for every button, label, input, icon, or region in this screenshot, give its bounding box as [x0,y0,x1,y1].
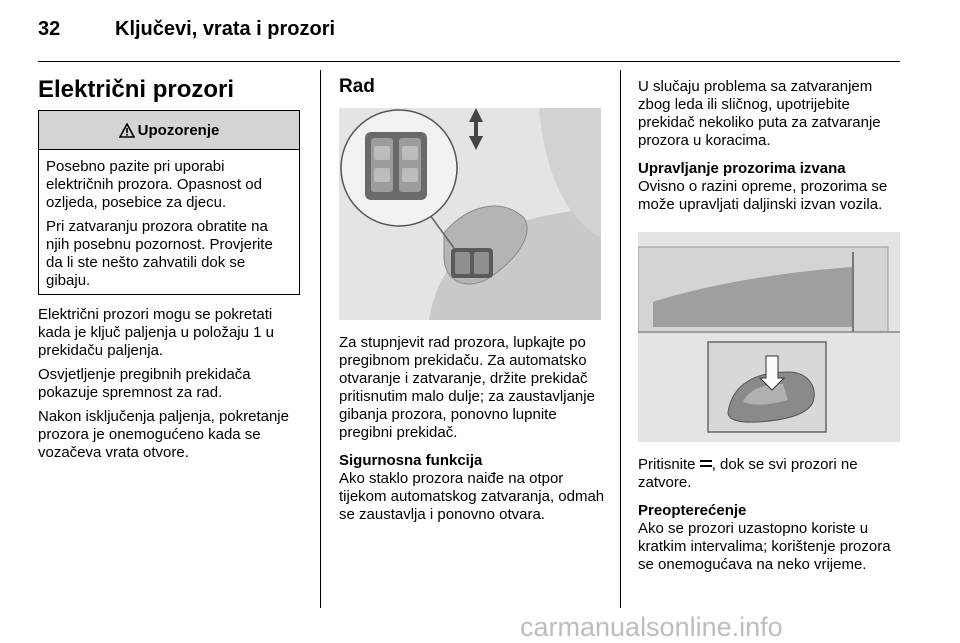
column-3-text-bottom [638,456,900,574]
col2-paragraph-1: Za stupnjevit rad prozora, lupkajte po pregibnom prekidaču. Za automatsko otvaranje i zatvaranje, držite prekidač pritisnutim malo dulje; za zaustavljanje gibanja prozora, ponovno lupnite pregibni prekidač. [339,334,595,441]
col3-paragraph-2: Ovisno o razini opreme, prozorima se može upravljati daljinski izvan vozila. [638,178,888,213]
col1-paragraph-3: Nakon isključenja paljenja, pokretanje prozora je onemogućeno kada se vozačeva vrata otvore. [38,408,289,461]
column-divider-1 [320,70,321,608]
warning-paragraph-2: Pri zatvaranju prozora obratite na njih posebnu pozornost. Provjerite da li ste nešto zahvatili dok se gibaju. [46,218,273,289]
column-3-text-top [638,78,903,214]
col1-paragraph-2: Osvjetljenje pregibnih prekidača pokazuje spremnost za rad. [38,366,251,401]
pritisnite-text: Pritisnite [638,456,696,473]
column-divider-2 [620,70,621,608]
page-number: 32 [38,18,61,40]
column-1-text [38,306,303,462]
remote-key-figure [638,232,900,442]
sigurnosna-heading: Sigurnosna funkcija [339,452,483,469]
header-rule [38,61,900,62]
car-and-key-illustration [638,232,900,442]
warning-box [38,110,300,295]
col2-paragraph-2: Ako staklo prozora naiđe na otpor tijekom automatskog zatvaranja, odmah se zaustavlja i ponovno otvara. [339,470,605,523]
preopterecenje-heading: Preopterećenje [638,502,747,519]
warning-heading: Upozorenje [137,121,220,139]
warning-paragraph-1: Posebno pazite pri uporabi električnih prozora. Opasnost od ozljeda, posebice za djecu. [46,158,262,211]
col3-pritisnite-paragraph [638,456,900,492]
lock-button-icon [700,460,712,467]
chapter-title: Ključevi, vrata i prozori [115,18,336,40]
rad-heading: Rad [339,76,375,97]
column-2-text [339,334,607,524]
upravljanje-heading: Upravljanje prozorima izvana [638,160,846,177]
col1-paragraph-1: Električni prozori mogu se pokretati kada je ključ paljenja u položaju 1 u prekidaču paljenja. [38,306,274,359]
col3-paragraph-3: Ako se prozori uzastopno koriste u kratkim intervalima; korištenje prozora se onemogućava na neko vrijeme. [638,520,891,573]
pritisnite-rest: , dok se svi prozori ne zatvore. [638,456,858,491]
watermark: carmanualsonline.info [520,612,783,642]
col3-paragraph-1: U slučaju problema sa zatvaranjem zbog leda ili sličnog, upotrijebite prekidač nekoliko puta za zatvaranje prozora u koracima. [638,78,881,149]
section-title: Električni prozori [38,76,235,103]
warning-header [39,111,299,150]
warning-triangle-icon [119,123,135,138]
door-switch-illustration [339,108,601,320]
window-switch-figure [339,108,601,320]
